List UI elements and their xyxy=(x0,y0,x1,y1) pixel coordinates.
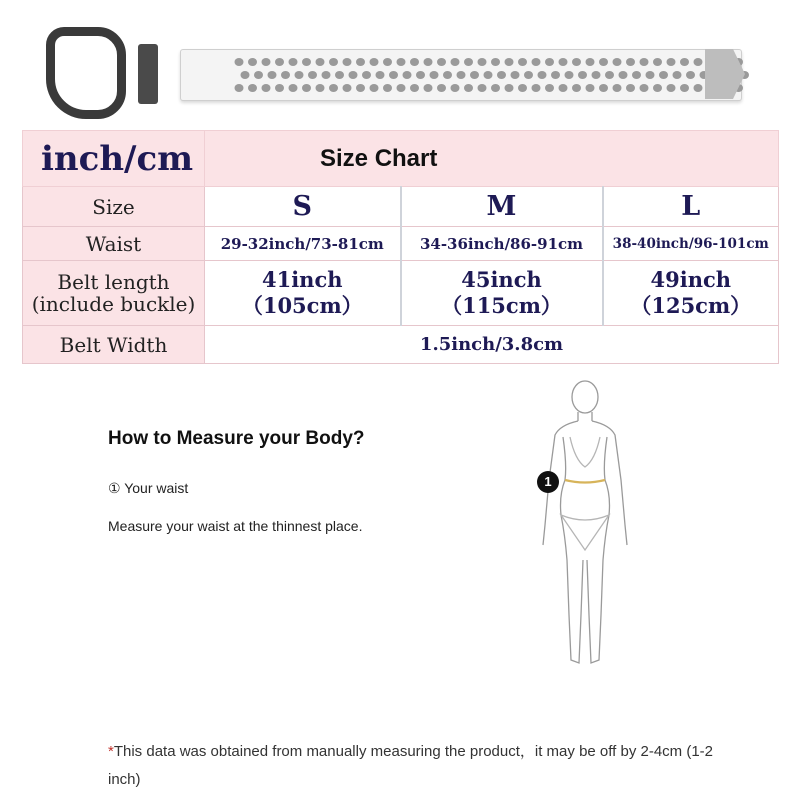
rhinestone-stud xyxy=(613,84,622,92)
rhinestone-stud xyxy=(370,58,379,66)
disclaimer-star: * xyxy=(108,743,114,760)
rhinestone-stud xyxy=(626,58,635,66)
rhinestone-stud xyxy=(694,84,703,92)
rhinestone-stud xyxy=(653,58,662,66)
rhinestone-stud xyxy=(443,71,452,79)
size-s: S xyxy=(205,187,401,227)
rhinestone-stud xyxy=(410,84,419,92)
rhinestone-pattern xyxy=(231,51,751,99)
rhinestone-stud xyxy=(659,71,668,79)
rhinestone-stud xyxy=(275,84,284,92)
rhinestone-stud xyxy=(505,84,514,92)
belt-length-row xyxy=(23,261,779,326)
rhinestone-stud xyxy=(397,58,406,66)
rhinestone-stud xyxy=(464,58,473,66)
rhinestone-stud xyxy=(470,71,479,79)
rhinestone-stud xyxy=(410,58,419,66)
rhinestone-stud xyxy=(235,84,244,92)
rhinestone-stud xyxy=(619,71,628,79)
belt-length-m-cm: （115cm） xyxy=(441,293,562,318)
rhinestone-stud xyxy=(430,71,439,79)
rhinestone-stud xyxy=(545,58,554,66)
rhinestone-stud xyxy=(565,71,574,79)
rhinestone-stud xyxy=(302,84,311,92)
rhinestone-stud xyxy=(262,58,271,66)
rhinestone-stud xyxy=(308,71,317,79)
rhinestone-stud xyxy=(497,71,506,79)
belt-length-label: Belt length xyxy=(57,270,170,294)
rhinestone-stud xyxy=(640,84,649,92)
rhinestone-stud xyxy=(680,84,689,92)
rhinestone-stud xyxy=(254,71,263,79)
row-label-waist: Waist xyxy=(23,227,205,261)
waist-m: 34-36inch/86-91cm xyxy=(401,227,603,261)
rhinestone-stud xyxy=(667,58,676,66)
rhinestone-stud xyxy=(235,58,244,66)
rhinestone-stud xyxy=(356,84,365,92)
size-row xyxy=(23,187,779,227)
row-label-belt-length xyxy=(23,261,205,326)
row-label-belt-width: Belt Width xyxy=(23,326,205,364)
rhinestone-stud xyxy=(370,84,379,92)
body-figure-icon xyxy=(525,375,645,675)
rhinestone-stud xyxy=(349,71,358,79)
rhinestone-stud xyxy=(686,71,695,79)
rhinestone-stud xyxy=(457,71,466,79)
rhinestone-stud xyxy=(545,84,554,92)
rhinestone-stud xyxy=(578,71,587,79)
disclaimer-text: This data was obtained from manually measuring the product，it may be off by 2-4cm (1-2 inch) xyxy=(108,743,714,788)
rhinestone-stud xyxy=(289,58,298,66)
rhinestone-stud xyxy=(626,84,635,92)
size-chart-header xyxy=(23,131,779,187)
rhinestone-stud xyxy=(599,84,608,92)
rhinestone-stud xyxy=(262,84,271,92)
rhinestone-stud xyxy=(505,58,514,66)
rhinestone-stud xyxy=(362,71,371,79)
belt-product-image xyxy=(40,22,760,102)
rhinestone-stud xyxy=(376,71,385,79)
rhinestone-stud xyxy=(281,71,290,79)
belt-buckle-icon xyxy=(46,27,126,119)
rhinestone-stud xyxy=(491,84,500,92)
rhinestone-stud xyxy=(532,84,541,92)
rhinestone-stud xyxy=(518,58,527,66)
rhinestone-stud xyxy=(559,58,568,66)
rhinestone-stud xyxy=(586,84,595,92)
unit-label: inch/cm xyxy=(23,131,205,187)
rhinestone-stud xyxy=(275,58,284,66)
waist-row xyxy=(23,227,779,261)
rhinestone-stud xyxy=(322,71,331,79)
rhinestone-stud xyxy=(403,71,412,79)
rhinestone-stud xyxy=(667,84,676,92)
rhinestone-stud xyxy=(424,84,433,92)
size-m: M xyxy=(401,187,603,227)
rhinestone-stud xyxy=(518,84,527,92)
rhinestone-stud xyxy=(248,84,257,92)
rhinestone-stud xyxy=(646,71,655,79)
rhinestone-stud xyxy=(673,71,682,79)
rhinestone-stud xyxy=(397,84,406,92)
rhinestone-stud xyxy=(302,58,311,66)
belt-length-sublabel: (include buckle) xyxy=(31,292,196,316)
belt-length-s-inch: 41inch xyxy=(261,267,343,292)
waist-l: 38-40inch/96-101cm xyxy=(603,227,779,261)
belt-width-row xyxy=(23,326,779,364)
rhinestone-stud xyxy=(491,58,500,66)
belt-length-m-inch: 45inch xyxy=(461,267,542,292)
rhinestone-stud xyxy=(511,71,520,79)
belt-strap xyxy=(180,49,742,101)
rhinestone-stud xyxy=(532,58,541,66)
rhinestone-stud xyxy=(559,84,568,92)
rhinestone-stud xyxy=(343,84,352,92)
rhinestone-stud xyxy=(316,58,325,66)
rhinestone-stud xyxy=(424,58,433,66)
rhinestone-stud xyxy=(437,58,446,66)
rhinestone-stud xyxy=(295,71,304,79)
waist-marker-badge: 1 xyxy=(537,471,559,493)
rhinestone-stud xyxy=(613,58,622,66)
rhinestone-stud xyxy=(632,71,641,79)
belt-keeper xyxy=(138,44,158,104)
rhinestone-stud xyxy=(335,71,344,79)
rhinestone-stud xyxy=(680,58,689,66)
row-label-size: Size xyxy=(23,187,205,227)
measure-title: How to Measure your Body? xyxy=(108,428,365,449)
rhinestone-stud xyxy=(289,84,298,92)
rhinestone-stud xyxy=(389,71,398,79)
rhinestone-stud xyxy=(551,71,560,79)
rhinestone-stud xyxy=(383,84,392,92)
rhinestone-stud xyxy=(329,84,338,92)
rhinestone-stud xyxy=(416,71,425,79)
belt-length-l-inch: 49inch xyxy=(650,267,732,292)
belt-length-s-cm: （105cm） xyxy=(241,293,363,318)
waist-s: 29-32inch/73-81cm xyxy=(205,227,401,261)
rhinestone-stud xyxy=(437,84,446,92)
belt-length-l-cm: （125cm） xyxy=(630,293,752,318)
rhinestone-stud xyxy=(451,58,460,66)
rhinestone-stud xyxy=(478,58,487,66)
measure-step-waist: ① Your waist xyxy=(108,480,189,496)
rhinestone-stud xyxy=(329,58,338,66)
belt-length-s xyxy=(205,261,401,326)
rhinestone-stud xyxy=(640,58,649,66)
size-chart-title: Size Chart xyxy=(205,131,779,187)
belt-length-l xyxy=(603,261,779,326)
size-l: L xyxy=(603,187,779,227)
rhinestone-stud xyxy=(478,84,487,92)
rhinestone-stud xyxy=(464,84,473,92)
rhinestone-stud xyxy=(694,58,703,66)
belt-width-value: 1.5inch/3.8cm xyxy=(205,326,779,364)
size-chart-table xyxy=(22,130,779,364)
rhinestone-stud xyxy=(248,58,257,66)
rhinestone-stud xyxy=(605,71,614,79)
rhinestone-stud xyxy=(268,71,277,79)
measure-description: Measure your waist at the thinnest place. xyxy=(108,518,363,534)
rhinestone-stud xyxy=(343,58,352,66)
rhinestone-stud xyxy=(586,58,595,66)
rhinestone-stud xyxy=(653,84,662,92)
rhinestone-stud xyxy=(241,71,250,79)
rhinestone-stud xyxy=(356,58,365,66)
rhinestone-stud xyxy=(572,58,581,66)
rhinestone-stud xyxy=(572,84,581,92)
rhinestone-stud xyxy=(383,58,392,66)
rhinestone-stud xyxy=(316,84,325,92)
rhinestone-stud xyxy=(524,71,533,79)
rhinestone-stud xyxy=(599,58,608,66)
disclaimer-note xyxy=(108,738,748,794)
rhinestone-stud xyxy=(592,71,601,79)
belt-length-m xyxy=(401,261,603,326)
rhinestone-stud xyxy=(538,71,547,79)
rhinestone-stud xyxy=(484,71,493,79)
rhinestone-stud xyxy=(451,84,460,92)
